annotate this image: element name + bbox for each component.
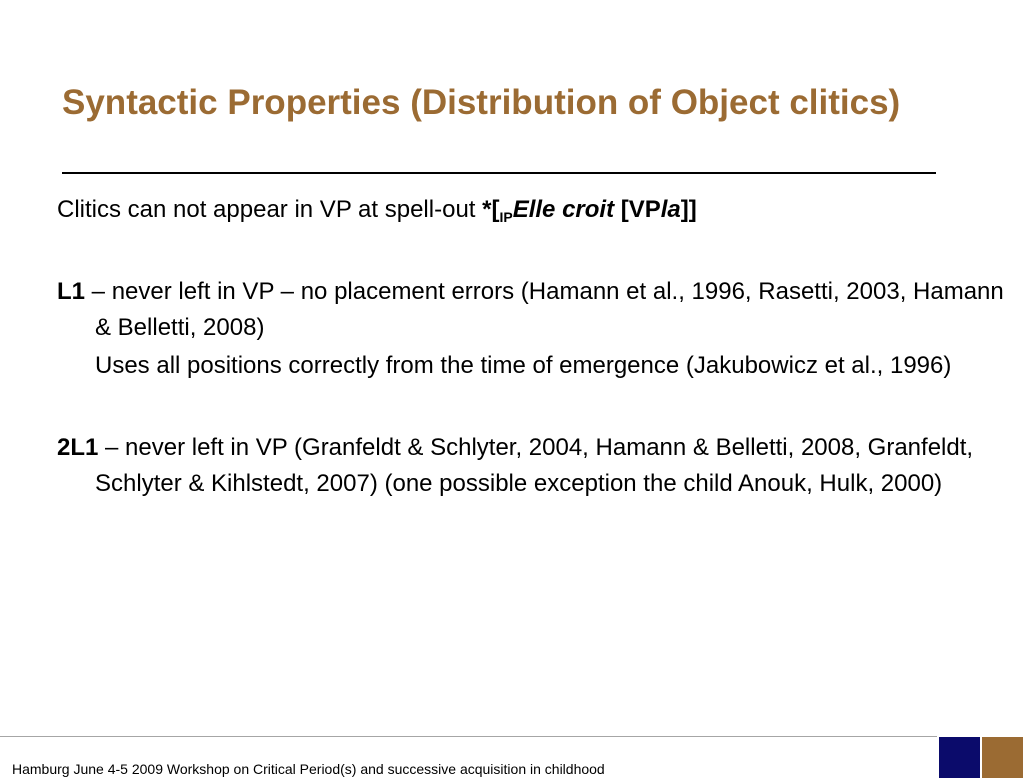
- l1-text: – never left in VP – no placement errors (Hamann et al., 1996, Rasetti, 2003, Hamann & Belletti, 2008): [85, 278, 1004, 341]
- example-italic: Elle croit: [512, 196, 615, 223]
- footer-brown-square: [982, 737, 1023, 778]
- footer-divider: [0, 736, 937, 737]
- intro-paragraph: [57, 192, 1007, 228]
- example-italic-la: la: [660, 196, 681, 223]
- title-underline: [62, 172, 936, 174]
- example-open: *[: [482, 196, 500, 223]
- slide-title: Syntactic Properties (Distribution of Object clitics): [62, 83, 901, 122]
- footer-navy-square: [939, 737, 980, 778]
- l1-label: L1: [57, 278, 86, 305]
- example-subscript: IP: [499, 209, 513, 225]
- l1-continuation: Uses all positions correctly from the time of emergence (Jakubowicz et al., 1996): [95, 352, 952, 379]
- example-mid: [VP: [614, 196, 661, 223]
- footer-text: Hamburg June 4-5 2009 Workshop on Critical Period(s) and successive acquisition in childhood: [12, 761, 605, 777]
- l2-text: – never left in VP (Granfeldt & Schlyter, 2004, Hamann & Belletti, 2008, Granfeldt, Schlyter & Kihlstedt, 2007) (one possible exception the child Anouk, Hulk, 2000): [95, 434, 974, 497]
- slide-body: [57, 192, 1007, 502]
- l1-paragraph: [57, 274, 1007, 346]
- l2-paragraph: [57, 430, 1007, 502]
- spacer: [57, 384, 1007, 430]
- spacer: [57, 228, 1007, 274]
- intro-text: Clitics can not appear in VP at spell-out: [57, 196, 483, 223]
- example-close: ]]: [680, 196, 697, 223]
- l2-label: 2L1: [57, 434, 99, 461]
